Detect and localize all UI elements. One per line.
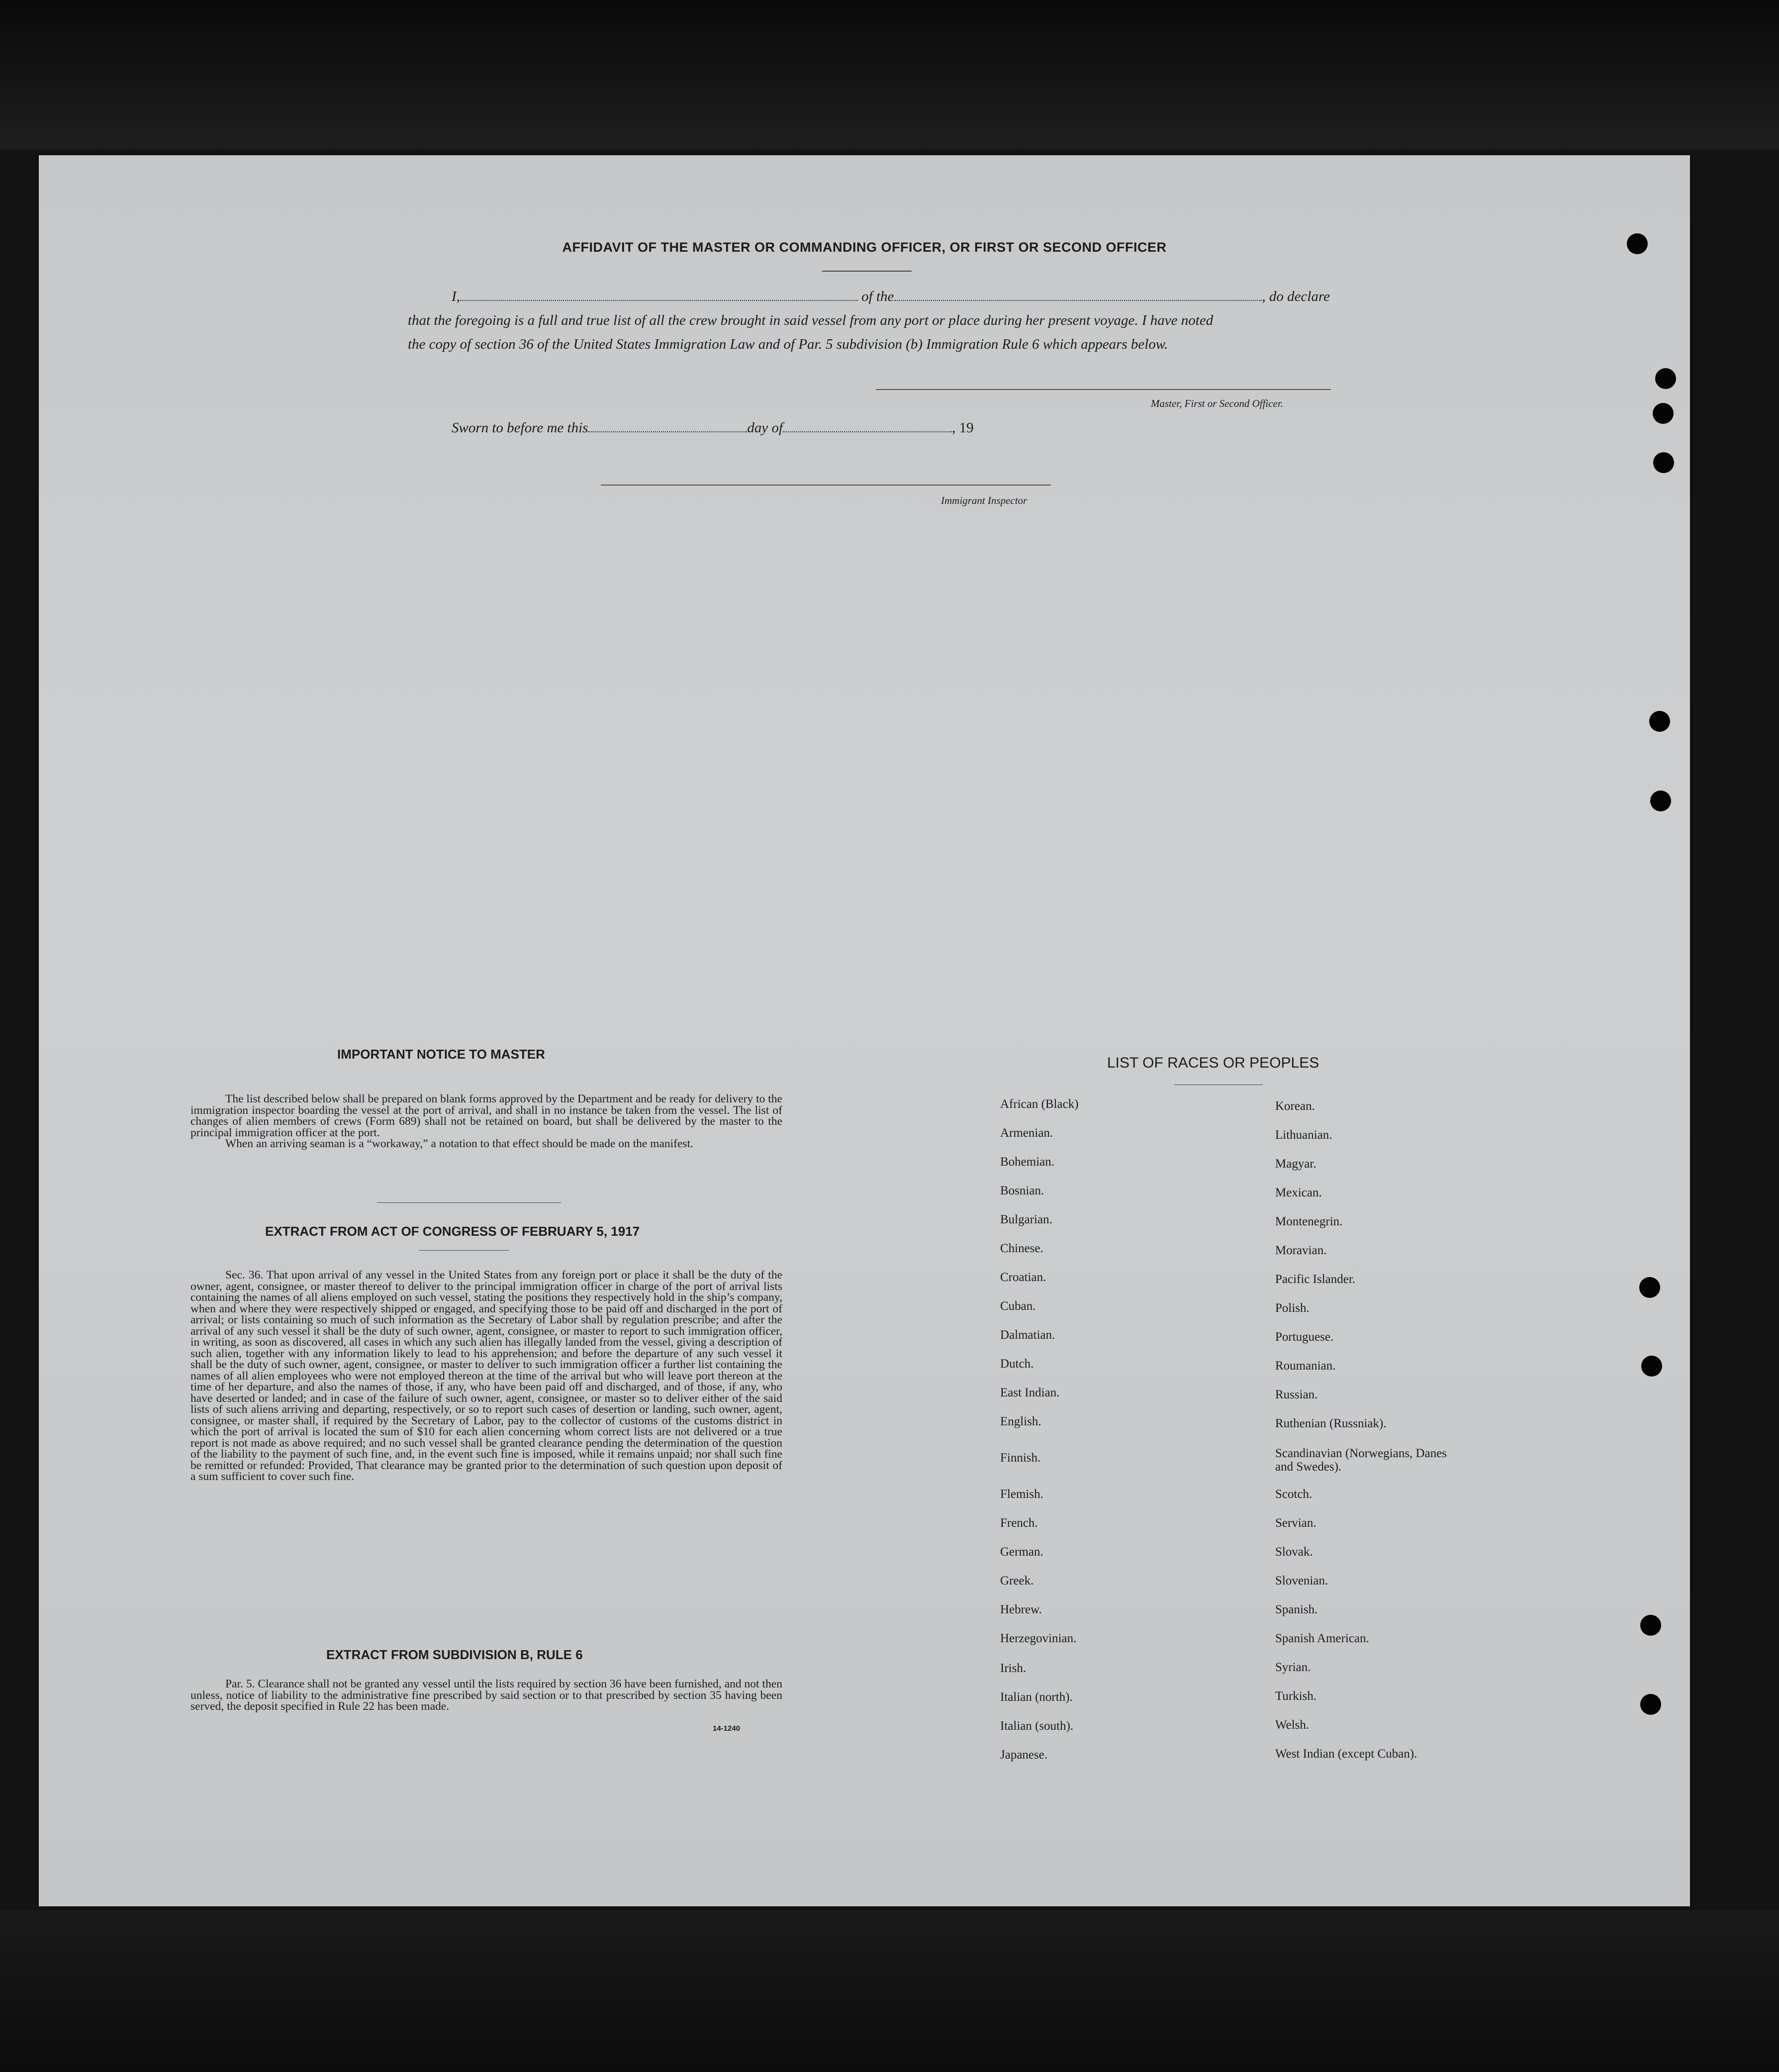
form-number: 14-1240 — [713, 1724, 741, 1733]
punch-hole — [1639, 1277, 1660, 1298]
race-item: Finnish. — [1000, 1451, 1041, 1465]
extract-act-title: EXTRACT FROM ACT OF CONGRESS OF FEBRUARY 5, 1917 — [265, 1224, 640, 1239]
race-item: Turkish. — [1275, 1689, 1317, 1703]
vessel-name-field[interactable] — [894, 300, 1262, 301]
punch-hole — [1653, 452, 1674, 473]
race-item: Hebrew. — [1000, 1603, 1042, 1616]
race-item: West Indian (except Cuban). — [1275, 1747, 1417, 1761]
affidavit-declare-label: , do declare — [1262, 289, 1330, 304]
punch-hole — [1653, 403, 1674, 424]
notice-divider — [377, 1202, 561, 1203]
manifest-page — [39, 155, 1690, 1906]
race-item: East Indian. — [1000, 1386, 1060, 1399]
race-item: Pacific Islander. — [1275, 1273, 1356, 1286]
race-item: Italian (north). — [1000, 1690, 1073, 1704]
punch-hole — [1649, 711, 1670, 732]
master-name-field[interactable] — [460, 300, 858, 301]
race-item: Croatian. — [1000, 1271, 1046, 1284]
affidavit-line-1 — [452, 289, 1330, 305]
race-item: Slovenian. — [1275, 1574, 1328, 1587]
race-item: Dutch. — [1000, 1357, 1034, 1371]
race-item: Portuguese. — [1275, 1330, 1334, 1344]
race-item: Armenian. — [1000, 1126, 1053, 1140]
section-36-text: Sec. 36. That upon arrival of any vessel in the United States from any foreign port or place it shall be the duty of the owner, agent, consignee, or master thereof to deliver to the principal immigration officer in charge of the port of arrival lists containing the names of all aliens employed on such vessel, stating the positions they respectively hold in the ship’s company, when and where they were respectively shipped or engaged, and specifying those to be paid off and discharged in the port of arrival; or lists containing so much of such information as the Secretary of Labor shall by regulation prescribe; and after the arrival of any such vessel it shall be the duty of such owner, agent, consignee, or master to report to such immigration officer, in writing, as soon as discovered, all cases in which any such alien has illegally landed from the vessel, giving a description of such alien, together with any information likely to lead to his apprehension; and before the departure of any such vessel it shall be the duty of such owner, agent, consignee, or master to deliver to such immigration officer a further list containing the names of all alien employees who were not employed thereon at the time of the arrival but who will leave port thereon at the time of her departure, and also the names of those, if any, who have been paid off and discharged, and of those, if any, who have deserted or landed; and in case of the failure of such owner, agent, consignee, or master so to deliver either of the said lists of such aliens arriving and departing, respectively, or so to report such cases of desertion or landing, such owner, agent, consignee, or master shall, if required by the Secretary of Labor, pay to the collector of customs of the customs district in which the port of arrival is located the sum of $10 for each alien concerning whom correct lists are not delivered or a true report is not made as above required; and no such vessel shall be granted clearance pending the determination of the question of the liability to the payment of such fine, and, in the event such fine is imposed, while it remains unpaid; nor shall such fine be remitted or refunded: Provided, That clearance may be granted prior to the determination of such question upon deposit of a sum sufficient to cover such fine. — [190, 1269, 782, 1483]
race-item: Lithuanian. — [1275, 1128, 1332, 1142]
races-title: LIST OF RACES OR PEOPLES — [1107, 1055, 1319, 1071]
notice-paragraph-1: The list described below shall be prepared on blank forms approved by the Department and be ready for delivery to the immigration inspector boarding the vessel at the port of arrival, and shall in no instance be taken from the vessel. The list of changes of alien members of crews (Form 689) shall not be retained on board, but shall be delivered by the master to the principal immigration officer at the port. — [190, 1092, 782, 1139]
race-item: Irish. — [1000, 1662, 1027, 1675]
extract-act-divider — [419, 1250, 509, 1251]
extract-rule-body — [190, 1678, 782, 1712]
inspector-signature-caption: Immigrant Inspector — [941, 494, 1028, 506]
affidavit-title: AFFIDAVIT OF THE MASTER OR COMMANDING OFFICER, OR FIRST OR SECOND OFFICER — [562, 240, 1167, 255]
race-item: Mexican. — [1275, 1186, 1322, 1199]
extract-act-body — [190, 1270, 782, 1482]
punch-hole — [1640, 1615, 1661, 1636]
affidavit-of-the-label: of the — [861, 289, 894, 304]
race-item: Dalmatian. — [1000, 1328, 1055, 1342]
race-item: Spanish. — [1275, 1603, 1318, 1616]
race-item: Japanese. — [1000, 1748, 1048, 1762]
race-item: Magyar. — [1275, 1157, 1316, 1171]
race-item: Slovak. — [1275, 1545, 1313, 1559]
race-item: Welsh. — [1275, 1718, 1310, 1732]
punch-hole — [1655, 368, 1676, 389]
race-item: Moravian. — [1275, 1244, 1327, 1257]
sworn-year: , 19 — [952, 420, 974, 436]
inspector-signature-line[interactable] — [601, 485, 1051, 486]
film-border-bottom — [0, 1910, 1779, 2072]
sworn-prefix: Sworn to before me this — [452, 420, 588, 436]
punch-hole — [1650, 790, 1671, 811]
notice-body — [190, 1093, 782, 1150]
race-item: Korean. — [1275, 1099, 1315, 1113]
extract-rule-title: EXTRACT FROM SUBDIVISION B, RULE 6 — [326, 1647, 583, 1662]
race-item: Ruthenian (Russniak). — [1275, 1417, 1387, 1430]
punch-hole — [1641, 1356, 1662, 1377]
race-item: Montenegrin. — [1275, 1215, 1343, 1228]
sworn-day-field[interactable] — [588, 431, 747, 432]
race-item: German. — [1000, 1545, 1043, 1559]
sworn-day-of: day of — [747, 420, 783, 436]
rule-6-text: Par. 5. Clearance shall not be granted any vessel until the lists required by section 36 have been furnished, and not then unless, notice of liability to the administrative fine prescribed by said section or to that prescribed by section 35 having been served, the deposit specified in Rule 22 has been made. — [190, 1677, 782, 1713]
race-item: English. — [1000, 1415, 1041, 1428]
race-item: Scandinavian (Norwegians, Danes and Swedes). — [1275, 1447, 1447, 1474]
race-item: Spanish American. — [1275, 1632, 1369, 1645]
race-item: Servian. — [1275, 1516, 1316, 1530]
race-item: Cuban. — [1000, 1299, 1036, 1313]
race-item: Greek. — [1000, 1574, 1034, 1587]
notice-title: IMPORTANT NOTICE TO MASTER — [337, 1047, 545, 1062]
race-item: Roumanian. — [1275, 1359, 1336, 1373]
race-item: African (Black) — [1000, 1097, 1079, 1111]
race-item: French. — [1000, 1516, 1038, 1530]
race-item: Scotch. — [1275, 1487, 1312, 1501]
notice-paragraph-2: When an arriving seaman is a “workaway,” a notation to that effect should be made on the manifest. — [225, 1137, 693, 1150]
sworn-line — [452, 420, 974, 436]
affidavit-line-2: that the foregoing is a full and true list of all the crew brought in said vessel from any port or place during her present voyage. I have noted — [408, 312, 1214, 328]
race-item: Syrian. — [1275, 1661, 1311, 1674]
affidavit-line-3: the copy of section 36 of the United States Immigration Law and of Par. 5 subdivision (b) Immigration Rule 6 which appears below. — [408, 336, 1168, 352]
race-item: Flemish. — [1000, 1487, 1043, 1501]
film-border-top — [0, 0, 1779, 149]
race-item: Italian (south). — [1000, 1719, 1074, 1733]
affidavit-i-label: I, — [452, 289, 460, 304]
sworn-month-field[interactable] — [783, 431, 952, 432]
race-item: Polish. — [1275, 1301, 1310, 1315]
master-signature-caption: Master, First or Second Officer. — [1151, 397, 1283, 409]
punch-hole — [1640, 1694, 1661, 1715]
race-item: Bulgarian. — [1000, 1213, 1052, 1226]
race-item: Bohemian. — [1000, 1155, 1055, 1169]
race-item: Herzegovinian. — [1000, 1632, 1077, 1645]
race-item: Russian. — [1275, 1388, 1318, 1401]
race-item: Bosnian. — [1000, 1184, 1044, 1197]
race-item: Chinese. — [1000, 1242, 1043, 1255]
master-signature-line[interactable] — [876, 389, 1331, 390]
title-divider — [822, 271, 912, 272]
